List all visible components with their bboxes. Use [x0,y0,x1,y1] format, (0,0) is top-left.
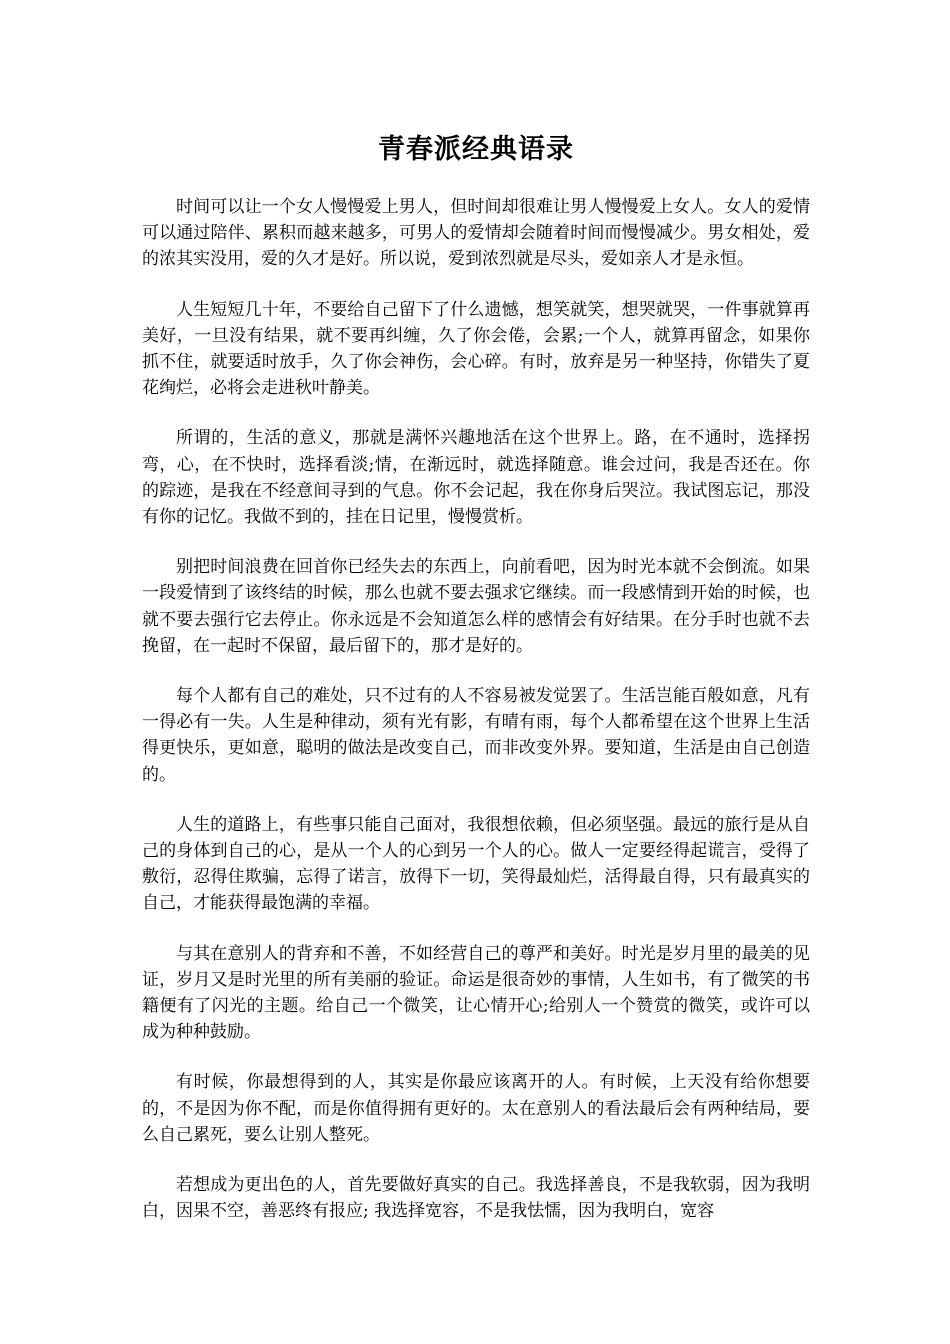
paragraph: 每个人都有自己的难处，只不过有的人不容易被发觉罢了。生活岂能百般如意，凡有一得必有一失。人生是种律动，须有光有影，有晴有雨，每个人都希望在这个世界上生活得更快乐，更如意，聪明的做法是改变自己，而非改变外界。要知道，生活是由自己创造的。 [142,686,810,785]
paragraph: 时间可以让一个女人慢慢爱上男人，但时间却很难让男人慢慢爱上女人。女人的爱情可以通过陪伴、累积而越来越多，可男人的爱情却会随着时间而慢慢减少。男女相处，爱的浓其实没用，爱的久才是好。所以说，爱到浓烈就是尽头，爱如亲人才是永恒。 [142,197,810,270]
paragraph: 人生的道路上，有些事只能自己面对，我很想依赖，但必须坚强。最远的旅行是从自己的身体到自己的心，是从一个人的心到另一个人的心。做人一定要经得起谎言，受得了敷衍，忍得住欺骗，忘得了诺言，放得下一切，笑得最灿烂，活得最自得，只有最真实的自己，才能获得最饱满的幸福。 [142,814,810,914]
paragraph: 所谓的，生活的意义，那就是满怀兴趣地活在这个世界上。路，在不通时，选择拐弯，心，在不快时，选择看淡;情，在渐远时，就选择随意。谁会过问，我是否还在。你的踪迹，是我在不经意间寻到的气息。你不会记起，我在你身后哭泣。我试图忘记，那没有你的记忆。我做不到的，挂在日记里，慢慢赏析。 [142,428,810,528]
paragraph: 有时候，你最想得到的人，其实是你最应该离开的人。有时候，上天没有给你想要的，不是因为你不配，而是你值得拥有更好的。太在意别人的看法最后会有两种结局，要么自己累死，要么让别人整死。 [142,1072,810,1145]
document-title: 青春派经典语录 [378,134,574,165]
paragraph: 与其在意别人的背弃和不善，不如经营自己的尊严和美好。时光是岁月里的最美的见证，岁月又是时光里的所有美丽的验证。命运是很奇妙的事情，人生如书，有了微笑的书籍便有了闪光的主题。给自己一个微笑，让心情开心;给别人一个赞赏的微笑，或许可以成为种种鼓励。 [142,943,810,1043]
paragraph: 若想成为更出色的人，首先要做好真实的自己。我选择善良，不是我软弱，因为我明白，因果不空，善恶终有报应; 我选择宽容，不是我怯懦，因为我明白，宽容 [142,1175,810,1222]
paragraph: 别把时间浪费在回首你已经失去的东西上，向前看吧，因为时光本就不会倒流。如果一段爱情到了该终结的时候，那么也就不要去强求它继续。而一段感情到开始的时候，也就不要去强行它去停止。你永远是不会知道怎么样的感情会有好结果。在分手时也就不去挽留，在一起时不保留，最后留下的，那才是好的。 [142,557,810,656]
document-page [142,0,810,1249]
paragraph: 人生短短几十年，不要给自己留下了什么遗憾，想笑就笑，想哭就哭，一件事就算再美好，一旦没有结果，就不要再纠缠，久了你会倦，会累;一个人，就算再留念，如果你抓不住，就要适时放手，久了你会神伤，会心碎。有时，放弃是另一种坚持，你错失了夏花绚烂，必将会走进秋叶静美。 [142,299,810,399]
document-body [142,194,810,1225]
